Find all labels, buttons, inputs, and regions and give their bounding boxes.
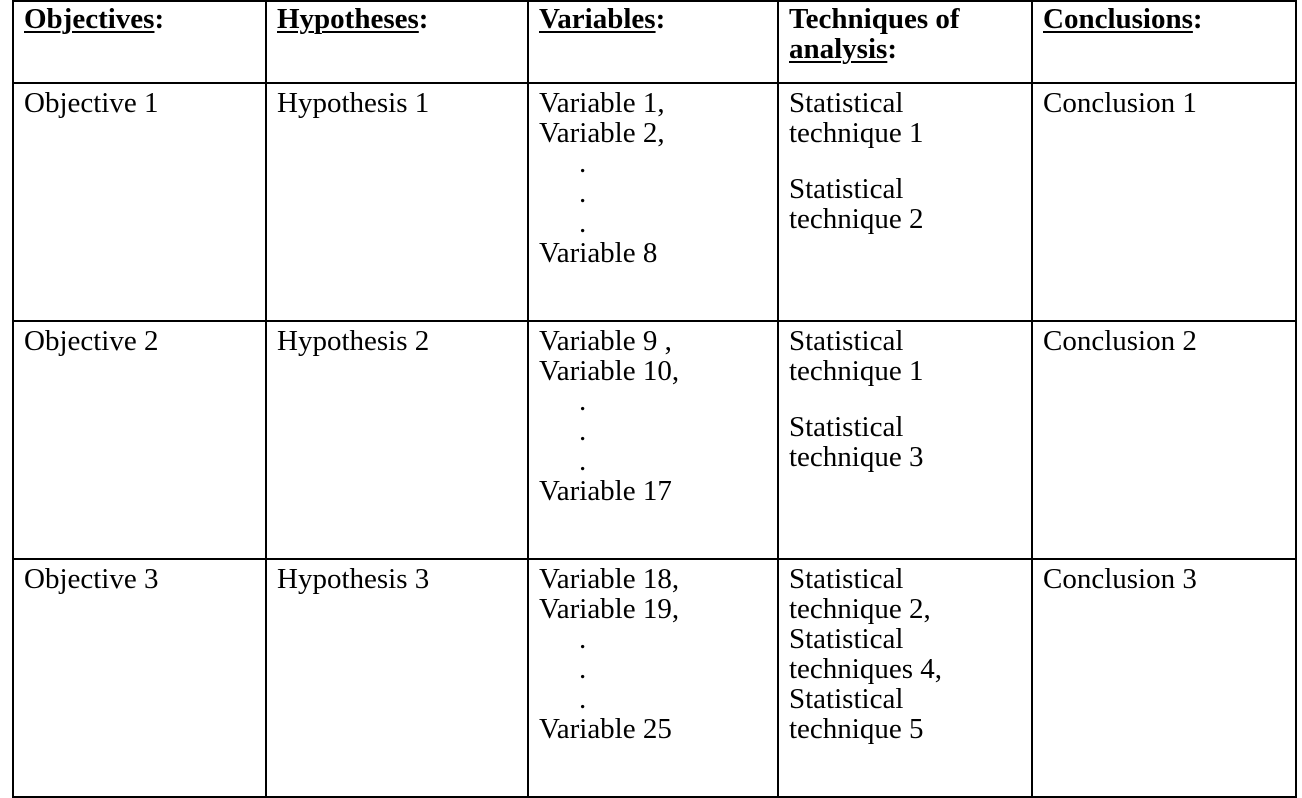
hypothesis-text: Hypothesis 1 [277, 87, 430, 119]
research-design-table [12, 0, 1297, 798]
hypothesis-cell [266, 83, 528, 321]
research-design-table-wrapper [12, 0, 1295, 798]
hypothesis-cell [266, 321, 528, 559]
technique-line: technique 2 [789, 203, 924, 235]
variable-line: Variable 19, [539, 593, 680, 625]
technique-line: Statistical [789, 87, 904, 119]
ellipsis-dot: . [579, 207, 587, 239]
variable-line: Variable 18, [539, 563, 680, 595]
header-variables-label: Variables [539, 3, 656, 35]
ellipsis-dot: . [579, 653, 587, 685]
variable-line: Variable 9 , [539, 325, 672, 357]
techniques-cell [778, 83, 1032, 321]
objective-cell [13, 83, 266, 321]
hypothesis-cell [266, 559, 528, 797]
variable-line: Variable 2, [539, 117, 665, 149]
technique-line: Statistical [789, 563, 904, 595]
objective-text: Objective 1 [24, 87, 159, 119]
ellipsis-dot: . [579, 415, 587, 447]
ellipsis-dot: . [579, 623, 587, 655]
technique-line: Statistical [789, 411, 904, 443]
ellipsis-dot: . [579, 385, 587, 417]
variable-line: Variable 25 [539, 713, 672, 745]
header-objectives-colon: : [154, 3, 165, 35]
header-conclusions-label: Conclusions [1043, 3, 1193, 35]
ellipsis-dot: . [579, 147, 587, 179]
conclusion-cell [1032, 559, 1296, 797]
header-techniques-colon: : [887, 33, 897, 65]
ellipsis-dot: . [579, 683, 587, 715]
conclusion-text: Conclusion 2 [1043, 325, 1197, 357]
header-hypotheses-label: Hypotheses [277, 3, 419, 35]
technique-line: technique 3 [789, 441, 924, 473]
technique-gap [789, 386, 1031, 412]
objective-cell [13, 321, 266, 559]
header-objectives [13, 1, 266, 83]
table-row [13, 83, 1296, 321]
variables-cell [528, 559, 778, 797]
objective-cell [13, 559, 266, 797]
header-hypotheses-colon: : [418, 3, 429, 35]
conclusion-text: Conclusion 1 [1043, 87, 1197, 119]
variable-line: Variable 10, [539, 355, 680, 387]
variable-line: Variable 8 [539, 237, 658, 269]
hypothesis-text: Hypothesis 2 [277, 325, 430, 357]
technique-line: technique 2, [789, 593, 931, 625]
technique-line: technique 5 [789, 713, 924, 745]
technique-gap [789, 148, 1031, 174]
table-row [13, 559, 1296, 797]
header-variables-colon: : [655, 3, 666, 35]
header-row [13, 1, 1296, 83]
conclusion-cell [1032, 321, 1296, 559]
header-techniques-label: analysis [789, 33, 888, 65]
ellipsis-dot: . [579, 445, 587, 477]
conclusion-cell [1032, 83, 1296, 321]
header-objectives-label: Objectives [24, 3, 155, 35]
hypothesis-text: Hypothesis 3 [277, 563, 430, 595]
technique-line: Statistical [789, 173, 904, 205]
techniques-cell [778, 321, 1032, 559]
variables-cell [528, 83, 778, 321]
technique-line: Statistical [789, 683, 904, 715]
table-row [13, 321, 1296, 559]
ellipsis-dot: . [579, 177, 587, 209]
technique-line: technique 1 [789, 117, 924, 149]
header-techniques [778, 1, 1032, 83]
conclusion-text: Conclusion 3 [1043, 563, 1197, 595]
techniques-cell [778, 559, 1032, 797]
variable-line: Variable 1, [539, 87, 665, 119]
header-conclusions [1032, 1, 1296, 83]
technique-line: technique 1 [789, 355, 924, 387]
header-techniques-pre: Techniques of [789, 3, 960, 35]
objective-text: Objective 3 [24, 563, 159, 595]
technique-line: Statistical [789, 325, 904, 357]
header-hypotheses [266, 1, 528, 83]
technique-line: techniques 4, [789, 653, 943, 685]
variable-line: Variable 17 [539, 475, 672, 507]
header-variables [528, 1, 778, 83]
technique-line: Statistical [789, 623, 904, 655]
header-conclusions-colon: : [1192, 3, 1203, 35]
objective-text: Objective 2 [24, 325, 159, 357]
variables-cell [528, 321, 778, 559]
